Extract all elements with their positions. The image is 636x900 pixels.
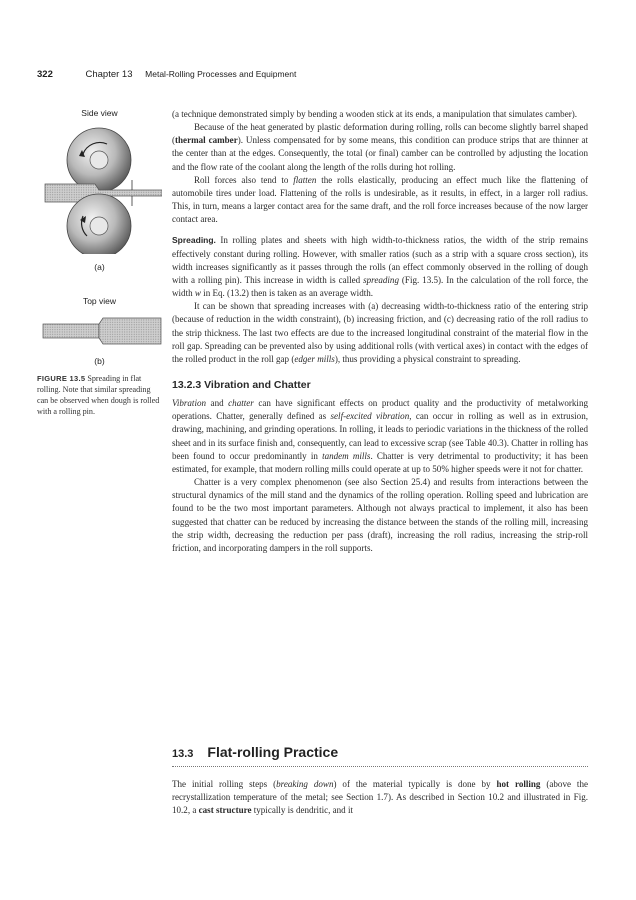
section-heading <box>172 744 588 767</box>
chapter-label: Chapter 13 <box>85 69 133 80</box>
side-view-label: Side view <box>81 108 118 118</box>
paragraph: It can be shown that spreading increases with (a) decreasing width-to-thickness ratio of the entering strip (because of reduction in the width constraint), (b) increasing friction, and (c) decreasing ratio of the roll radius to the strip thickness. The last two effects are due to the increased longitudinal constraint of the material flow in the roll gap. Spreading can be prevented also by using additional rolls (with vertical axes) in contact with the edges of the rolled product in the roll gap (edger mills), thus providing a physical constraint to spreading. <box>172 301 588 364</box>
paragraph: Roll forces also tend to flatten the rolls elastically, producing an effect much like the flattening of automobile tires under load. Flattening of the rolls is undesirable, as it results, in effect, in a larger roll radius. This, in turn, means a larger contact area for the same draft, and the roll force increases because of the now larger contact area. <box>172 174 588 225</box>
caption-id: FIGURE 13.5 <box>37 374 86 383</box>
side-view-diagram <box>37 124 162 254</box>
section-title: Flat-rolling Practice <box>207 744 339 760</box>
subsection-heading: 13.2.3 Vibration and Chatter <box>172 378 311 391</box>
top-roll <box>67 128 131 192</box>
paragraph: (a technique demonstrated simply by bending a wooden stick at its ends, a manipulation that simulates camber). <box>172 109 577 119</box>
caption-text: Spreading in flat rolling. Note that similar spreading can be observed when dough is rolled with a rolling pin. <box>37 374 160 416</box>
paragraph: Because of the heat generated by plastic deformation during rolling, rolls can become slightly barrel shaped (thermal camber). Unless compensated for by some means, this condition can produce strips that are thinner at the center than at the edges. Consequently, the total (or final) camber can be controlled by adjusting the location and the flow rate of the coolant along the length of the rolls during hot rolling. <box>172 122 588 172</box>
section-number: 13.3 <box>172 748 194 760</box>
subfigure-b-label: (b) <box>94 356 105 366</box>
page-header <box>37 69 296 80</box>
chapter-title: Metal-Rolling Processes and Equipment <box>145 69 297 79</box>
paragraph: Spreading. In rolling plates and sheets with high width-to-thickness ratios, the width of the strip remains effectively constant during rolling. However, with smaller ratios (such as a strip with a square cross section), its width increases significantly as it passes through the rolls (an effect commonly observed in the rolling of dough with a rolling pin). This increase in width is called spreading (Fig. 13.5). In the calculation of the roll force, the width w in Eq. (13.2) then is taken as an average width. <box>172 235 588 299</box>
top-view-diagram <box>37 314 162 348</box>
paragraph: Vibration and chatter can have significant effects on product quality and the productivity of metalworking operations. Chatter, generally defined as self-excited vibration, can occur in rolling as well as in extrusion, drawing, machining, and grinding operations. In rolling, it leads to periodic variations in the thickness of the rolled sheet and in its surface finish and, consequently, can lead to excessive scrap (see Table 40.3). Chatter in rolling has been found to occur predominantly in tandem mills. Chatter is very detrimental to productivity; it has been estimated, for example, that modern rolling mills could operate at up to 50% higher speeds were it not for chatter. <box>172 398 588 474</box>
section-rule <box>172 766 588 767</box>
paragraph: The initial rolling steps (breaking down) of the material typically is done by hot rolling (above the recrystallization temperature of the metal; see Section 1.7). As described in Section 10.2 and illustrated in Fig. 10.2, a cast structure typically is dendritic, and it <box>172 779 588 816</box>
top-view-label: Top view <box>82 296 117 306</box>
page-number: 322 <box>37 69 53 80</box>
body-text <box>172 108 588 555</box>
figure-caption <box>37 373 161 417</box>
paragraph: Chatter is a very complex phenomenon (see also Section 25.4) and results from interactions between the structural dynamics of the mill stand and the dynamics of the rolling operation. Rolling speed and lubrication are found to be the two most important parameters. Although not always practical to implement, it also has been suggested that chatter can be reduced by increasing the distance between the stands of the rolling mill, increasing the strip width, decreasing the reduction per pass (draft), increasing the roll radius, increasing the strip-roll friction, and incorporating dampers in the roll supports. <box>172 477 588 553</box>
figure-13-5 <box>37 108 162 366</box>
subfigure-a-label: (a) <box>94 262 105 272</box>
bottom-roll <box>67 194 131 254</box>
section-body <box>172 778 588 817</box>
